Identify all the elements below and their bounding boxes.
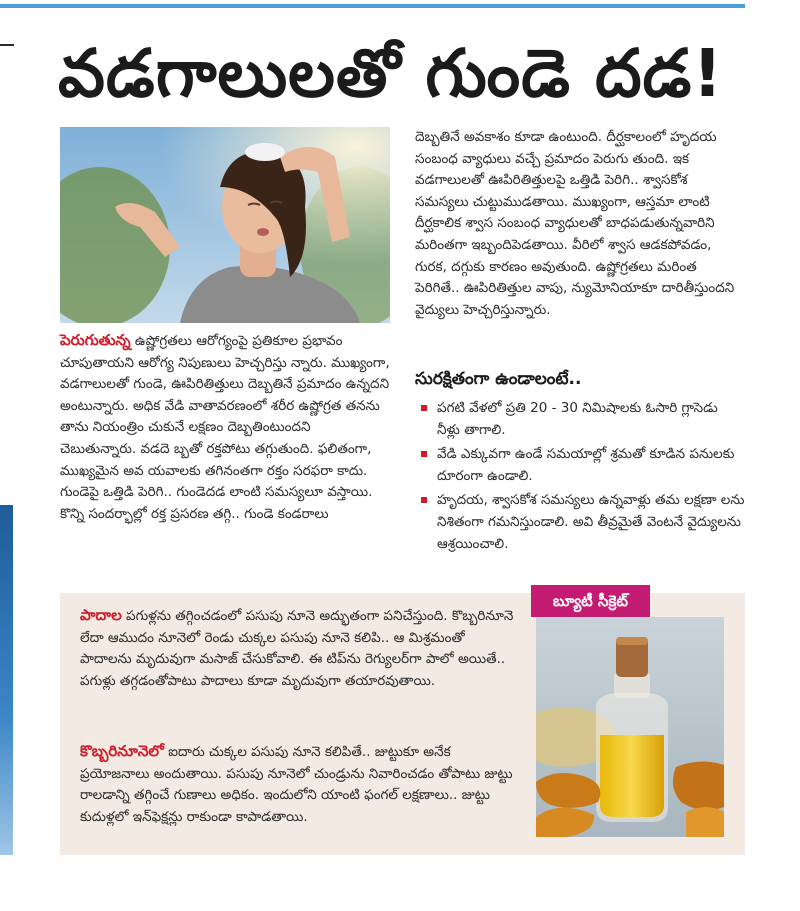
beauty-lead-word: పాదాల [80,606,122,624]
photo-turmeric-oil [536,617,724,837]
safety-tips-list [415,398,745,558]
article-right-column: దెబ్బతినే అవకాశం కూడా ఉంటుంది. దీర్ఘకాలంలో హృదయ సంబంధ వ్యాధులు వచ్చే ప్రమాదం పెరుగు తుంది. ఇక వడగాలులతో ఊపిరితిత్తులపై ఒత్తిడి పెరిగి.. శ్వాసకోశ సమస్యలు చుట్టుముడతాయి. ముఖ్యంగా, ఆస్తమా లాంటి దీర్ఘకాలిక శ్వాస సంబంధ వ్యాధులతో బాధపడుతున్నవారిని మరింతగా ఇబ్బందిపెడతాయి. వీరిలో శ్వాస ఆడకపోవడం, గురక, దగ్గుకు కారణం అవుతుంది. ఉష్ణోగ్రతలు మరింత పెరిగితే.. ఊపిరితిత్తుల వాపు, న్యుమోనియాకూ దారితీస్తుందని వైద్యులు హెచ్చరిస్తున్నారు. [415,129,735,318]
bullet-icon [421,405,427,411]
adjacent-page-strip [0,505,13,855]
left-body: ఉష్ణోగ్రతలు ఆరోగ్యంపై ప్రతికూల ప్రభావం చూపుతాయని ఆరోగ్య నిపుణులు హెచ్చరిస్తు న్నారు. ముఖ్యంగా, వడగాలులతో గుండె, ఊపిరితిత్తులు దెబ్బతినే ప్రమాదం ఉన్నదని అంటున్నారు. అధిక వేడి వాతావరణంలో శరీర ఉష్ణోగ్రత తనను తాను నియంత్రిం చుకునే లక్షణం దెబ్బతింటుందని చెబుతున్నారు. వడదె బ్బతో రక్తపోటు తగ్గుతుంది. ఫలితంగా, ముఖ్యమైన అవ యవాలకు తగినంతగా రక్తం సరఫరా కాదు. గుండెపై ఒత్తిడి పెరిగి.. గుండెదడ లాంటి సమస్యలూ వస్తాయి. కొన్ని సందర్భాల్లో రక్త ప్రసరణ తగ్గి.. గుండె కండరాలు [60,333,390,522]
top-rule [0,4,745,8]
beauty-paragraph-feet [80,605,520,692]
safety-tip [415,398,745,441]
bullet-icon [421,497,427,503]
article-left-column [60,330,390,560]
safety-tip [415,444,745,487]
headline: వడగాలులతో గుండె దడ! [58,35,724,112]
photo-woman-heat [60,127,390,323]
beauty-lead-word: కొబ్బరినూనెలో [80,742,164,760]
beauty-secret-badge: బ్యూటీ సీక్రెట్ [531,585,650,617]
bullet-icon [421,451,427,457]
tip-text: వేడి ఎక్కువగా ఉండే సమయాల్లో శ్రమతో కూడిన పనులకు దూరంగా ఉండాలి. [437,446,735,484]
safety-heading: సురక్షితంగా ఉండాలంటే.. [415,369,582,389]
safety-tip [415,490,745,555]
beauty-body: ఐదారు చుక్కల పసుపు నూనె కలిపితే.. జుట్టుకూ అనేక ప్రయోజనాలు అందుతాయి. పసుపు నూనెలో చుండ్రును నివారించడం తోపాటు జుట్టు రాలడాన్ని తగ్గించే గుణాలు అధికం. ఇందులోని యాంటి ఫంగల్ లక్షణాలు.. జుట్టు కుదుళ్లలో ఇన్‌ఫెక్షన్లు రాకుండా కాపాడతాయి. [80,744,513,825]
beauty-body: పగుళ్లను తగ్గించడంలో పసుపు నూనె అద్భుతంగా పనిచేస్తుంది. కొబ్బరినూనె లేదా ఆముదం నూనెలో రెండు చుక్కల పసుపు నూనె కలిపి.. ఆ మిశ్రమంతో పాదాలను మృదువుగా మసాజ్ చేసుకోవాలి. ఈ టిప్‌ను రెగ్యులర్‌గా పాలో అయితే.. పగుళ్లు తగ్గడంతోపాటు పాదాలు కూడా మృదువుగా తయారవుతాయి. [80,608,514,689]
lead-word: పెరుగుతున్న [60,331,131,349]
tip-text: పగటి వేళలో ప్రతి 20 - 30 నిమిషాలకు ఓసారి గ్లాసెడు నీళ్లు తాగాలి. [437,400,718,438]
tip-text: హృదయ, శ్వాసకోశ సమస్యలు ఉన్నవాళ్లు తమ లక్షణా లను నిశితంగా గమనిస్తుండాలి. అవి తీవ్రమైతే వెంటనే వైద్యులను ఆశ్రయించాలి. [437,492,745,552]
beauty-paragraph-hair [80,741,520,828]
margin-tick [0,44,14,46]
